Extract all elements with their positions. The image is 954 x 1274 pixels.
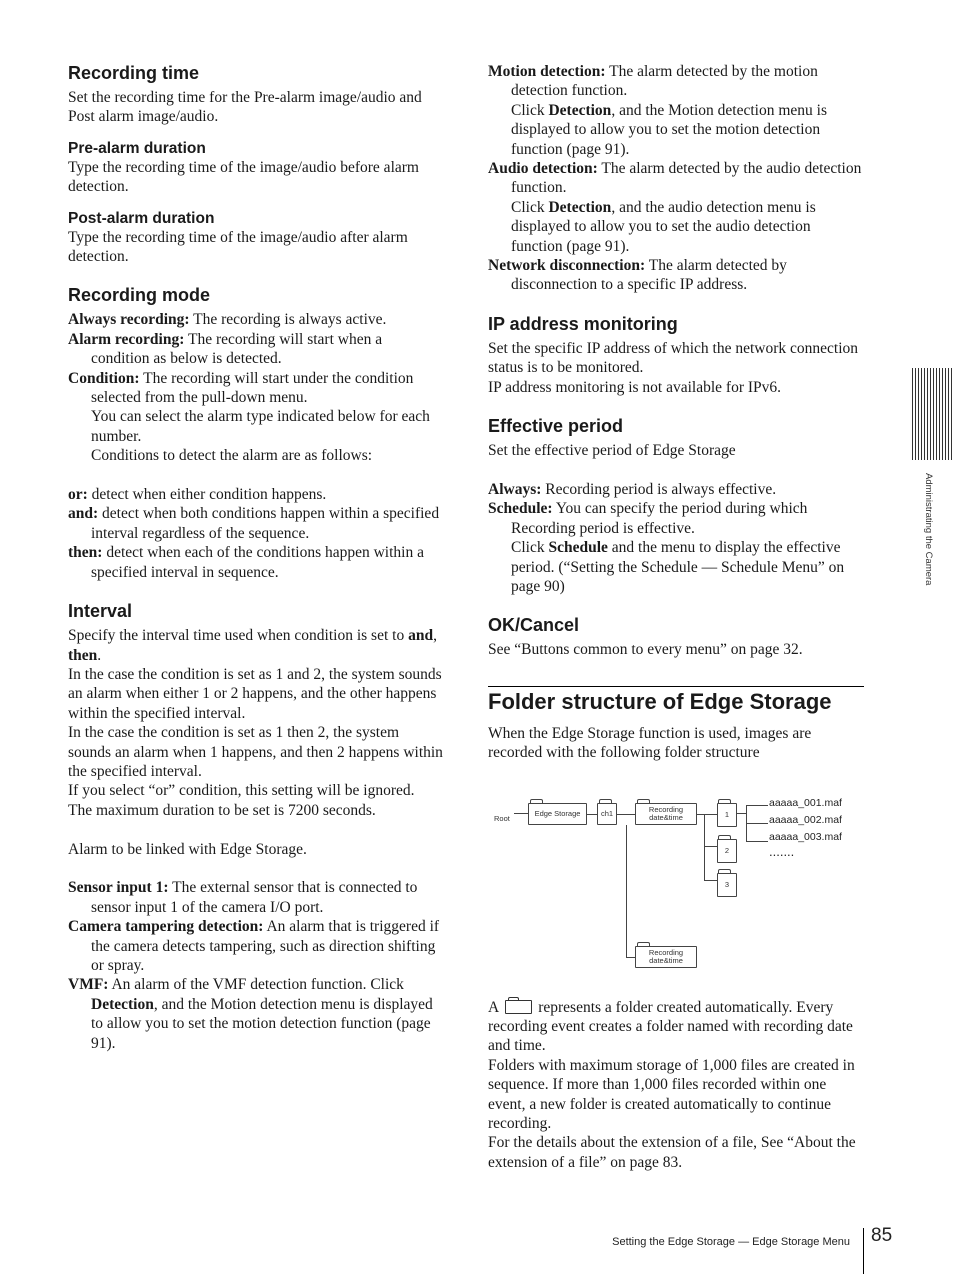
- okcancel-heading: OK/Cancel: [488, 615, 580, 636]
- subfolder-2-icon: 2: [717, 839, 737, 863]
- folder-p2: Folders with maximum storage of 1,000 files are created in sequence. If more than 1,000 files recorded within one event, a new folder is created automatically to continue recording.: [488, 1056, 855, 1132]
- interval-p6: Alarm to be linked with Edge Storage.: [68, 840, 307, 858]
- vmf-item: VMF: An alarm of the VMF detection function. Click Detection, and the Motion detection menu is displayed to allow you to set the motion detection function (page 91).: [68, 976, 433, 1052]
- always-recording-item: Always recording: The recording is always active.: [68, 311, 387, 329]
- condition-item: Condition: The recording will start under the condition selected from the pull-down menu.: [68, 369, 414, 407]
- interval-p1: Specify the interval time used when condition is set to and, then.: [68, 627, 437, 664]
- condition-note-1: You can select the alarm type indicated below for each number.: [91, 408, 430, 445]
- okcancel-p1: See “Buttons common to every menu” on page 32.: [488, 641, 803, 659]
- alarm-recording-item: Alarm recording: The recording will start when a condition as below is detected.: [68, 330, 383, 368]
- ip-monitoring-p2: IP address monitoring is not available for IPv6.: [488, 378, 782, 396]
- pre-alarm-heading: Pre-alarm duration: [68, 139, 206, 157]
- folder-intro: When the Edge Storage function is used, images are recorded with the following folder structure: [488, 724, 812, 762]
- interval-p5: The maximum duration to be set is 7200 seconds.: [68, 801, 376, 819]
- ch1-folder-icon: ch1: [597, 803, 617, 825]
- effective-period-heading: Effective period: [488, 416, 624, 437]
- subfolder-3-icon: 3: [717, 873, 737, 897]
- ip-monitoring-heading: IP address monitoring: [488, 313, 678, 334]
- folder-structure-diagram: [488, 783, 864, 978]
- folder-p3: For the details about the extension of a file, See “About the extension of a file” on page 83.: [488, 1134, 856, 1171]
- recording-datetime-folder-icon-2: Recording date&time: [635, 946, 697, 968]
- interval-p3: In the case the condition is set as 1 then 2, the system sounds an alarm when 1 happens, and then 2 happens within the specified interval.: [68, 724, 443, 780]
- folder-structure-heading: Folder structure of Edge Storage: [488, 686, 864, 715]
- file-3: aaaaa_003.maf: [769, 830, 842, 843]
- sensor-input-item: Sensor input 1: The external sensor that is connected to sensor input 1 of the camera I/O port.: [68, 879, 418, 916]
- footer-section-title: Setting the Edge Storage — Edge Storage Menu: [612, 1236, 850, 1248]
- interval-p4: If you select “or” condition, this setting will be ignored.: [68, 782, 415, 800]
- root-label: Root: [494, 813, 510, 823]
- side-section-label: Administrating the Camera: [923, 473, 934, 586]
- subfolder-1-icon: 1: [717, 803, 737, 827]
- audio-detection-item: Audio detection: The alarm detected by the audio detection function.: [488, 160, 862, 197]
- motion-detection-item: Motion detection: The alarm detected by the motion detection function.: [488, 63, 818, 100]
- edge-storage-folder-icon: Edge Storage: [528, 803, 587, 825]
- motion-detection-note: Click Detection, and the Motion detection menu is displayed to allow you to set the motion detection function (page 91).: [511, 101, 827, 158]
- condition-note-2: Conditions to detect the alarm are as follows:: [91, 447, 373, 465]
- file-2: aaaaa_002.maf: [769, 813, 842, 826]
- or-item: or: detect when either condition happens.: [68, 486, 327, 504]
- footer-divider: [863, 1228, 864, 1274]
- audio-detection-note: Click Detection, and the audio detection menu is displayed to allow you to set the audio detection function (page 91).: [511, 198, 816, 255]
- camera-tampering-item: Camera tampering detection: An alarm that is triggered if the camera detects tampering, such as direction shifting or spray.: [68, 918, 440, 974]
- left-column: [68, 62, 444, 1053]
- post-alarm-heading: Post-alarm duration: [68, 209, 215, 227]
- schedule-note: Click Schedule and the menu to display the effective period. (“Setting the Schedule — Schedule Menu” on page 90): [511, 539, 845, 595]
- recording-time-desc: Set the recording time for the Pre-alarm image/audio and Post alarm image/audio.: [68, 89, 422, 126]
- effective-period-p1: Set the effective period of Edge Storage: [488, 442, 736, 460]
- interval-p2: In the case the condition is set as 1 and 2, the system sounds an alarm when either 1 or 2 happens, and the other happens within the specified interval.: [68, 665, 442, 722]
- pre-alarm-desc: Type the recording time of the image/audio before alarm detection.: [68, 158, 419, 196]
- folder-legend: A represents a folder created automatically. Every recording event creates a folder named with recording date and time.: [488, 998, 853, 1055]
- then-item: then: detect when each of the conditions happen within a specified interval in sequence.: [68, 544, 424, 581]
- and-item: and: detect when both conditions happen within a specified interval regardless of the sequence.: [68, 505, 440, 542]
- page-number: 85: [871, 1225, 893, 1246]
- right-column: [488, 62, 864, 1172]
- section-thumb-tab: [912, 368, 954, 460]
- recording-time-heading: Recording time: [68, 63, 200, 83]
- recording-datetime-folder-icon: Recording date&time: [635, 803, 697, 825]
- file-ellipsis: .......: [769, 843, 795, 859]
- file-1: aaaaa_001.maf: [769, 796, 842, 809]
- network-disconnection-item: Network disconnection: The alarm detected by disconnection to a specific IP address.: [488, 257, 787, 294]
- folder-icon: [505, 1000, 532, 1014]
- schedule-item: Schedule: You can specify the period during which Recording period is effective.: [488, 500, 808, 537]
- recording-mode-heading: Recording mode: [68, 285, 211, 306]
- ip-monitoring-p1: Set the specific IP address of which the network connection status is to be monitored.: [488, 339, 859, 377]
- post-alarm-desc: Type the recording time of the image/audio after alarm detection.: [68, 228, 408, 266]
- interval-heading: Interval: [68, 601, 133, 622]
- always-item: Always: Recording period is always effective.: [488, 480, 777, 498]
